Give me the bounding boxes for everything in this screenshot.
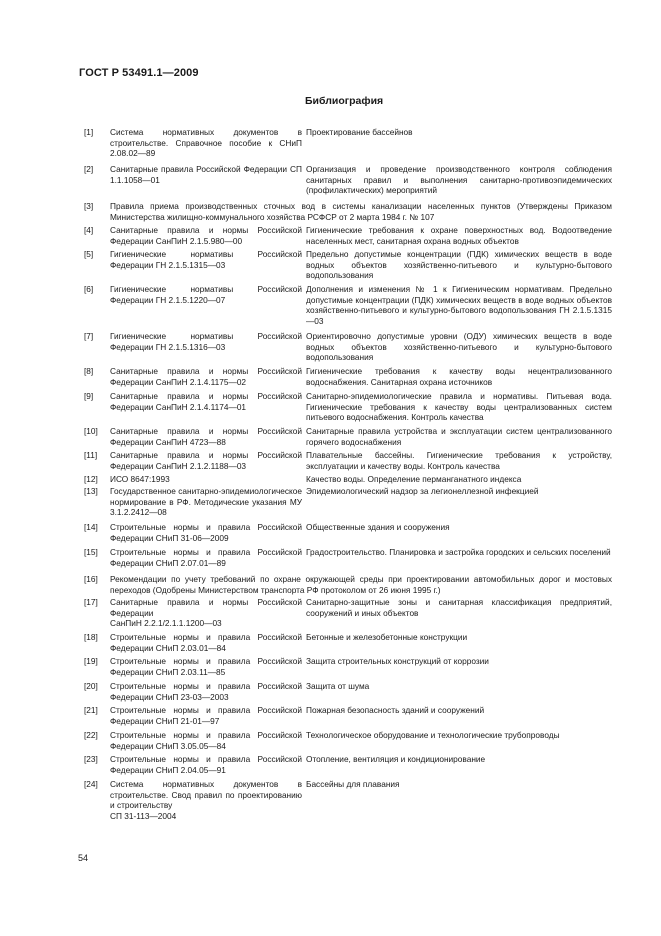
- entry-document: Гигиенические нормативы Российской Федерации ГН 2.1.5.1316—03: [110, 331, 302, 352]
- entry-topic: Проектирование бассейнов: [306, 127, 413, 137]
- entry-topic: Бетонные и железобетонные конструкции: [306, 632, 468, 642]
- entry-topic: Защита строительных конструкций от коррозии: [306, 656, 489, 666]
- entry-number: [22]: [84, 730, 98, 740]
- entry-topic: Градостроительство. Планировка и застройка городских и сельских поселений: [306, 547, 611, 557]
- bibliography-title: Библиография: [305, 95, 384, 107]
- entry-number: [17]: [84, 597, 98, 607]
- entry-topic: Бассейны для плавания: [306, 779, 400, 789]
- entry-topic: Технологическое оборудование и технологические трубопроводы: [306, 730, 560, 740]
- page-number: 54: [78, 853, 89, 863]
- entry-document: Система нормативных документов в строительстве. Свод правил по проектированию и строительству СП 31-113—2004: [110, 779, 302, 821]
- entry-number: [15]: [84, 547, 98, 557]
- entry-topic: Защита от шума: [306, 681, 370, 691]
- entry-number: [13]: [84, 486, 98, 496]
- entry-document: Санитарные правила Российской Федерации СП 1.1.1058—01: [110, 164, 302, 185]
- entry-document: Санитарные правила и нормы Российской Федерации СанПиН 2.1.4.1175—02: [110, 366, 302, 387]
- entry-document: Строительные нормы и правила Российской Федерации СНиП 21-01—97: [110, 705, 302, 726]
- entry-document: Строительные нормы и правила Российской Федерации СНиП 2.03.01—84: [110, 632, 302, 653]
- entry-number: [11]: [84, 450, 98, 460]
- entry-number: [19]: [84, 656, 98, 666]
- entry-number: [18]: [84, 632, 98, 642]
- entry-document: Санитарные правила и нормы Российской Федерации СанПиН 2.1.5.980—00: [110, 225, 302, 246]
- entry-number: [16]: [84, 574, 98, 584]
- entry-number: [3]: [84, 201, 94, 211]
- entry-topic: Гигиенические требования к качеству воды нецентрализованного водоснабжения. Санитарная охрана источников: [306, 366, 612, 387]
- entry-document: Строительные нормы и правила Российской Федерации СНиП 2.04.05—91: [110, 754, 302, 775]
- entry-number: [2]: [84, 164, 94, 174]
- entry-document: Строительные нормы и правила Российской Федерации СНиП 2.07.01—89: [110, 547, 302, 568]
- entry-topic: Ориентировочно допустимые уровни (ОДУ) химических веществ в воде водных объектов хозяйственно-питьевого и культурно-бытового водопользования: [306, 331, 612, 363]
- entry-document: Санитарные правила и нормы Российской Федерации СанПиН 2.2.1/2.1.1.1200—03: [110, 597, 302, 629]
- standard-code-header: ГОСТ Р 53491.1—2009: [79, 67, 199, 79]
- entry-full-text: Правила приема производственных сточных вод в системы канализации населенных пунктов (Утверждены Приказом Министерства жилищно-коммунального хозяйства РСФСР от 2 марта 1984 г. № 107: [110, 201, 612, 222]
- entry-document: Система нормативных документов в строительстве. Справочное пособие к СНиП 2.08.02—89: [110, 127, 302, 159]
- entry-document: Строительные нормы и правила Российской Федерации СНиП 23-03—2003: [110, 681, 302, 702]
- entry-document: Строительные нормы и правила Российской Федерации СНиП 2.03.11—85: [110, 656, 302, 677]
- entry-topic: Плавательные бассейны. Гигиенические требования к устройству, эксплуатации и качеству воды. Контроль качества: [306, 450, 612, 471]
- entry-topic: Санитарные правила устройства и эксплуатации систем централизованного горячего водоснабжения: [306, 426, 612, 447]
- entry-topic: Санитарно-защитные зоны и санитарная классификация предприятий, сооружений и иных объектов: [306, 597, 612, 618]
- entry-topic: Общественные здания и сооружения: [306, 522, 450, 532]
- entry-number: [20]: [84, 681, 98, 691]
- entry-topic: Гигиенические требования к охране поверхностных вод. Водоотведение населенных мест, санитарная охрана водных объектов: [306, 225, 612, 246]
- entry-document: Санитарные правила и нормы Российской Федерации СанПиН 2.1.4.1174—01: [110, 391, 302, 412]
- entry-topic: Качество воды. Определение перманганатного индекса: [306, 474, 522, 484]
- entry-document: Гигиенические нормативы Российской Федерации ГН 2.1.5.1220—07: [110, 284, 302, 305]
- entry-document: ИСО 8647:1993: [110, 474, 170, 484]
- entry-number: [4]: [84, 225, 94, 235]
- entry-number: [23]: [84, 754, 98, 764]
- entry-document: Санитарные правила и нормы Российской Федерации СанПиН 4723—88: [110, 426, 302, 447]
- entry-document: Строительные нормы и правила Российской Федерации СНиП 31-06—2009: [110, 522, 302, 543]
- entry-topic: Предельно допустимые концентрации (ПДК) химических веществ в воде водных объектов хозяйственно-питьевого и культурно-бытового водопользования: [306, 249, 612, 281]
- entry-topic: Отопление, вентиляция и кондиционирование: [306, 754, 486, 764]
- entry-full-text: Рекомендации по учету требований по охране окружающей среды при проектировании автомобильных дорог и мостовых переходов (Одобрены Министерством транспорта РФ протоколом от 26 июня 1995 г.): [110, 574, 612, 595]
- entry-number: [10]: [84, 426, 98, 436]
- entry-document: Санитарные правила и нормы Российской Федерации СанПиН 2.1.2.1188—03: [110, 450, 302, 471]
- entry-number: [9]: [84, 391, 94, 401]
- entry-number: [7]: [84, 331, 94, 341]
- entry-topic: Пожарная безопасность зданий и сооружений: [306, 705, 485, 715]
- entry-topic: Санитарно-эпидемиологические правила и нормативы. Питьевая вода. Гигиенические требования к качеству воды централизованных систем питьевого водоснабжения. Контроль качества: [306, 391, 612, 423]
- entry-number: [6]: [84, 284, 94, 294]
- entry-number: [12]: [84, 474, 98, 484]
- entry-number: [8]: [84, 366, 94, 376]
- entry-number: [1]: [84, 127, 94, 137]
- entry-number: [14]: [84, 522, 98, 532]
- entry-number: [5]: [84, 249, 94, 259]
- entry-topic: Организация и проведение производственного контроля соблюдения санитарных правил и выполнения санитарно-противоэпидемических (профилактических) мероприятий: [306, 164, 612, 196]
- entry-topic: Эпидемиологический надзор за легионеллезной инфекцией: [306, 486, 539, 496]
- entry-number: [21]: [84, 705, 98, 715]
- entry-document: Государственное санитарно-эпидемиологическое нормирование в РФ. Методические указания МУ 3.1.2.2412—08: [110, 486, 302, 518]
- entry-topic: Дополнения и изменения № 1 к Гигиеническим нормативам. Предельно допустимые концентрации (ПДК) химических веществ в воде водных объектов хозяйственно-питьевого и культурно-бытового водопользования ГН 2.1.5.1315—03: [306, 284, 612, 326]
- entry-document: Строительные нормы и правила Российской Федерации СНиП 3.05.05—84: [110, 730, 302, 751]
- entry-document: Гигиенические нормативы Российской Федерации ГН 2.1.5.1315—03: [110, 249, 302, 270]
- entry-number: [24]: [84, 779, 98, 789]
